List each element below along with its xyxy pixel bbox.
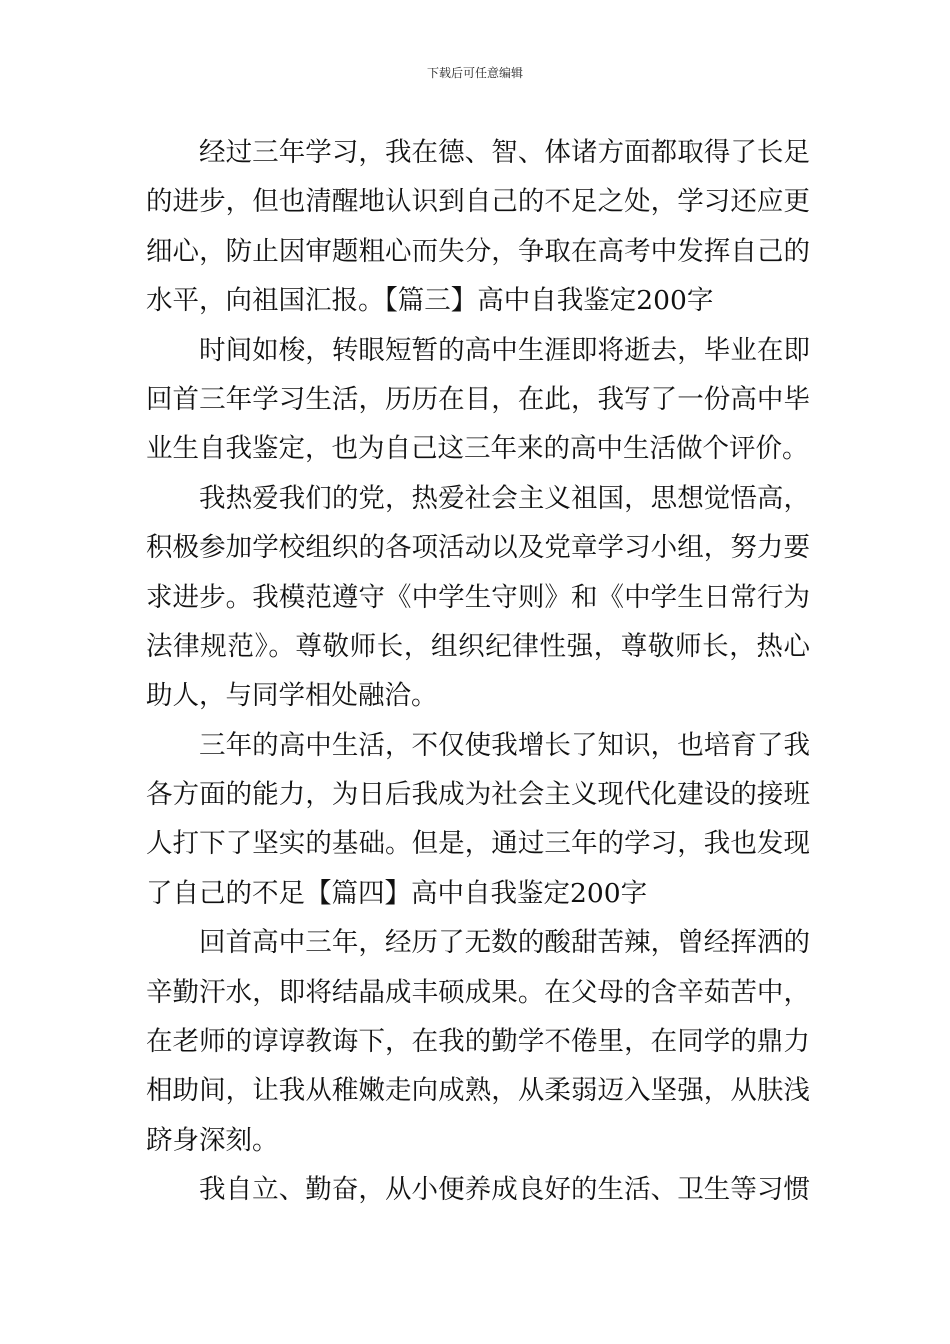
text-line: 相助间，让我从稚嫩走向成熟，从柔弱迈入坚强，从肤浅 [146, 1075, 810, 1107]
text-line: 各方面的能力，为日后我成为社会主义现代化建设的接班 [146, 779, 810, 811]
page-header: 下载后可任意编辑 [426, 66, 523, 80]
text-line: 细心，防止因审题粗心而失分，争取在高考中发挥自己的 [146, 235, 810, 267]
text-line: 的进步，但也清醒地认识到自己的不足之处，学习还应更 [146, 186, 810, 218]
text-line: 跻身深刻。 [146, 1124, 279, 1156]
text-line: 业生自我鉴定，也为自己这三年来的高中生活做个评价。 [146, 433, 809, 465]
text-line: 了自己的不足【篇四】高中自我鉴定200字 [146, 877, 648, 909]
text-line: 回首高中三年，经历了无数的酸甜苦辣，曾经挥洒的 [199, 927, 810, 959]
text-line: 水平，向祖国汇报。【篇三】高中自我鉴定200字 [146, 285, 714, 317]
text-line: 时间如梭，转眼短暂的高中生涯即将逝去，毕业在即 [199, 334, 810, 366]
text-line: 回首三年学习生活，历历在目，在此，我写了一份高中毕 [146, 383, 810, 415]
text-line: 求进步。我模范遵守《中学生守则》和《中学生日常行为 [146, 581, 810, 613]
text-line: 我自立、勤奋，从小便养成良好的生活、卫生等习惯 [199, 1174, 810, 1206]
body-text [146, 128, 810, 1215]
text-line: 法律规范》。尊敬师长，组织纪律性强，尊敬师长，热心 [146, 630, 810, 662]
text-line: 三年的高中生活，不仅使我增长了知识，也培育了我 [199, 729, 810, 761]
text-line: 在老师的谆谆教诲下，在我的勤学不倦里，在同学的鼎力 [146, 1026, 810, 1058]
text-line: 积极参加学校组织的各项活动以及党章学习小组，努力要 [146, 532, 810, 564]
text-line: 辛勤汗水，即将结晶成丰硕成果。在父母的含辛茹苦中， [146, 976, 810, 1008]
text-line: 助人，与同学相处融洽。 [146, 680, 438, 712]
text-line: 人打下了坚实的基础。但是，通过三年的学习，我也发现 [146, 828, 810, 860]
text-line: 我热爱我们的党，热爱社会主义祖国，思想觉悟高， [199, 482, 810, 514]
text-line: 经过三年学习，我在德、智、体诸方面都取得了长足 [199, 137, 810, 168]
